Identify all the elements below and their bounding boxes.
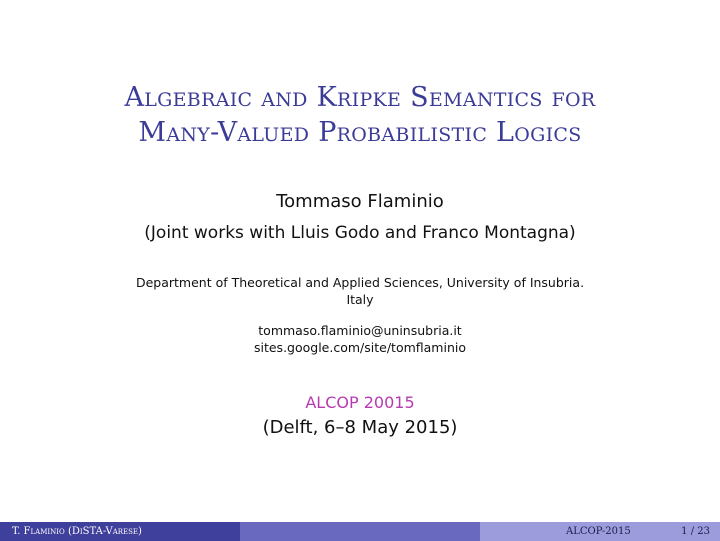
title-line-2: Many-Valued Probabilistic Logics	[138, 117, 582, 148]
affiliation	[0, 274, 720, 308]
page-number: 1 / 23	[681, 526, 710, 537]
affiliation-line-2: Italy	[346, 292, 374, 307]
affiliation-line-1: Department of Theoretical and Applied Sciences, University of Insubria.	[135, 275, 585, 290]
footer-author: T. Flaminio (DiSTA-Varese)	[0, 522, 240, 541]
footer-bar	[0, 522, 720, 541]
title-line-1: Algebraic and Kripke Semantics for	[124, 82, 596, 113]
conference-dates: (Delft, 6–8 May 2015)	[262, 417, 458, 438]
email-address: tommaso.flaminio@uninsubria.it	[258, 323, 462, 338]
footer-middle-section	[240, 522, 480, 541]
contact-info	[0, 322, 720, 356]
footer-conference: ALCOP-2015	[566, 526, 631, 537]
website-address: sites.google.com/site/tomflaminio	[253, 340, 466, 355]
conference-name: ALCOP 20015	[305, 393, 415, 412]
footer-right-section	[480, 522, 720, 541]
joint-works-note: (Joint works with Lluis Godo and Franco Montagna)	[144, 223, 576, 243]
author-name: Tommaso Flaminio	[276, 191, 444, 212]
slide-title	[0, 80, 720, 150]
